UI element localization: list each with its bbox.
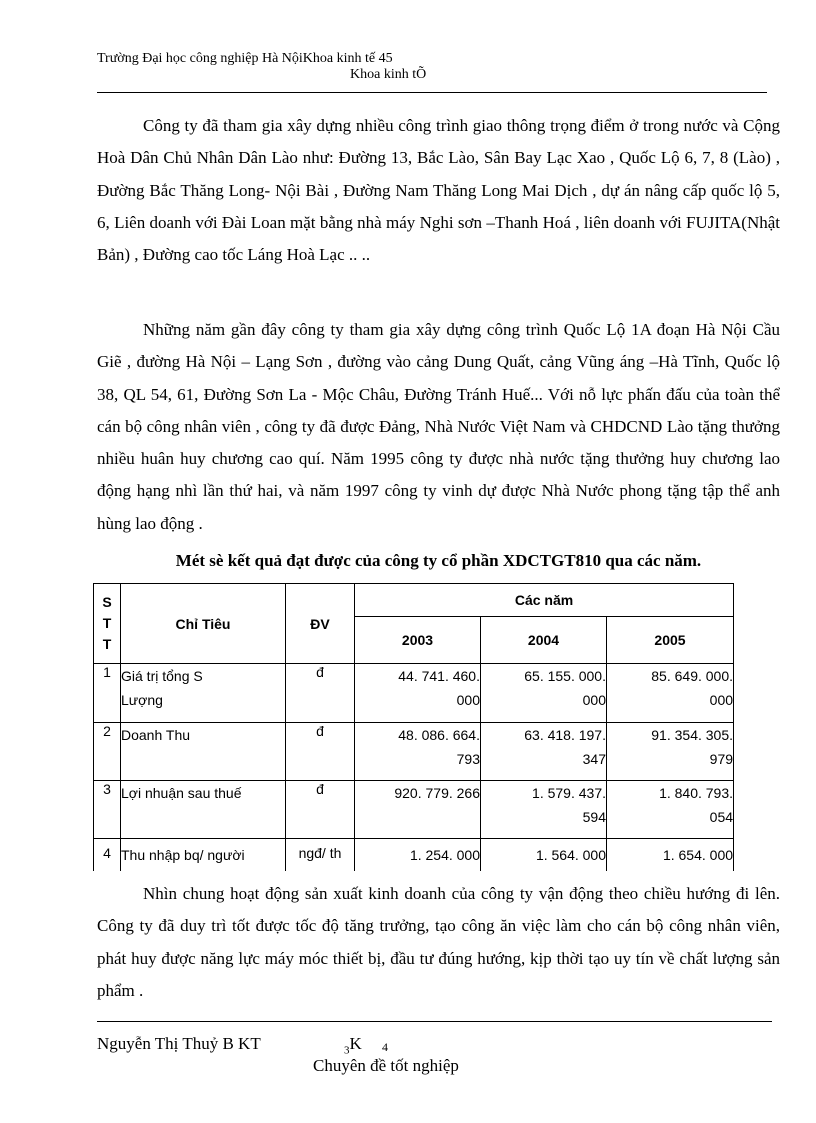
header-rule xyxy=(97,92,767,93)
header-year-2004: 2004 xyxy=(481,617,607,664)
footer-cohort: 4 xyxy=(382,1040,388,1054)
row-value-2004: 1. 579. 437. 594 xyxy=(481,781,607,839)
table-row xyxy=(94,781,734,839)
header-school: Trường Đại học công nghiệp Hà NộiKhoa kinh tế 45 xyxy=(97,51,393,66)
header-faculty: Khoa kinh tÕ xyxy=(350,67,427,82)
table-row xyxy=(94,664,734,723)
footer-class: $_3$K xyxy=(344,1034,362,1057)
row-value-2003: 48. 086. 664. 793 xyxy=(355,723,481,781)
row-value-2004: 65. 155. 000. 000 xyxy=(481,664,607,723)
table-row xyxy=(94,839,734,871)
header-year-2003: 2003 xyxy=(355,617,481,664)
row-stt: 4 xyxy=(94,839,121,871)
header-indicator: Chỉ Tiêu xyxy=(121,584,286,664)
row-unit: ngđ/ th xyxy=(286,839,355,871)
row-stt: 3 xyxy=(94,781,121,839)
row-indicator: Thu nhập bq/ người xyxy=(121,839,286,871)
row-value-2005: 1. 654. 000 xyxy=(607,839,734,871)
table-title: Mét sè kết quả đạt được của công ty cổ phần XDCTGT810 qua các năm. xyxy=(175,551,702,570)
row-value-2005: 85. 649. 000. 000 xyxy=(607,664,734,723)
table-header-row xyxy=(94,584,734,617)
row-unit: đ xyxy=(286,664,355,723)
row-value-2004: 63. 418. 197. 347 xyxy=(481,723,607,781)
paragraph-3: Nhìn chung hoạt động sản xuất kinh doanh của công ty vận động theo chiều hướng đi lên. Công ty đã duy trì tốt được tốc độ tăng trưởng, tạo công ăn việc làm cho cán bộ công nhân viên, phát huy được năng lực máy móc thiết bị, đầu tư đúng hướng, kịp thời tạo uy tín về chất lượng sản phẩm . xyxy=(97,884,780,1000)
paragraph-2: Những năm gần đây công ty tham gia xây dựng công trình Quốc Lộ 1A đoạn Hà Nội Cầu Giẽ , đường Hà Nội – Lạng Sơn , đường vào cảng Dung Quất, cảng Vũng áng –Hà Tĩnh, Quốc lộ 38, QL 54, 61, Đường Sơn La - Mộc Châu, Đường Tránh Huế... Với nỗ lực phấn đấu của toàn thể cán bộ công nhân viên , công ty đã được Đảng, Nhà Nước Việt Nam và CHDCND Lào tặng thưởng nhiều huân huy chương cao quí. Năm 1995 công ty được nhà nước tặng thưởng huy chương lao động hạng nhì lần thứ hai, và năm 1997 công ty vinh dự được Nhà Nước phong tặng tập thể anh hùng lao động . xyxy=(97,320,780,533)
row-value-2005: 1. 840. 793. 054 xyxy=(607,781,734,839)
row-value-2005: 91. 354. 305. 979 xyxy=(607,723,734,781)
header-year-2005: 2005 xyxy=(607,617,734,664)
row-indicator: Giá trị tổng S Lượng xyxy=(121,664,286,723)
row-value-2003: 920. 779. 266 xyxy=(355,781,481,839)
row-indicator: Doanh Thu xyxy=(121,723,286,781)
row-indicator: Lợi nhuận sau thuế xyxy=(121,781,286,839)
footer-rule xyxy=(97,1021,772,1022)
table-row xyxy=(94,723,734,781)
row-stt: 1 xyxy=(94,664,121,723)
paragraph-1: Công ty đã tham gia xây dựng nhiều công trình giao thông trọng điểm ở trong nước và Cộng Hoà Dân Chủ Nhân Dân Lào như: Đường 13, Bắc Lào, Sân Bay Lạc Xao , Quốc Lộ 6, 7, 8 (Lào) , Đường Bắc Thăng Long- Nội Bài , Đường Nam Thăng Long Mai Dịch , dự án nâng cấp quốc lộ 5, 6, Liên doanh với Đài Loan mặt bằng nhà máy Nghi sơn –Thanh Hoá , liên doanh với FUJITA(Nhật Bản) , Đường cao tốc Láng Hoà Lạc .. .. xyxy=(97,116,780,265)
row-value-2003: 44. 741. 460. 000 xyxy=(355,664,481,723)
header-stt: S T T xyxy=(94,584,121,664)
row-value-2003: 1. 254. 000 xyxy=(355,839,481,871)
results-table xyxy=(93,583,734,871)
row-stt: 2 xyxy=(94,723,121,781)
header-years-group: Các năm xyxy=(355,584,734,617)
row-value-2004: 1. 564. 000 xyxy=(481,839,607,871)
row-unit: đ xyxy=(286,781,355,839)
header-unit: ĐV xyxy=(286,584,355,664)
row-unit: đ xyxy=(286,723,355,781)
footer-author: Nguyễn Thị Thuỷ B KT xyxy=(97,1034,261,1053)
footer-topic: Chuyên đề tốt nghiệp xyxy=(313,1056,459,1075)
